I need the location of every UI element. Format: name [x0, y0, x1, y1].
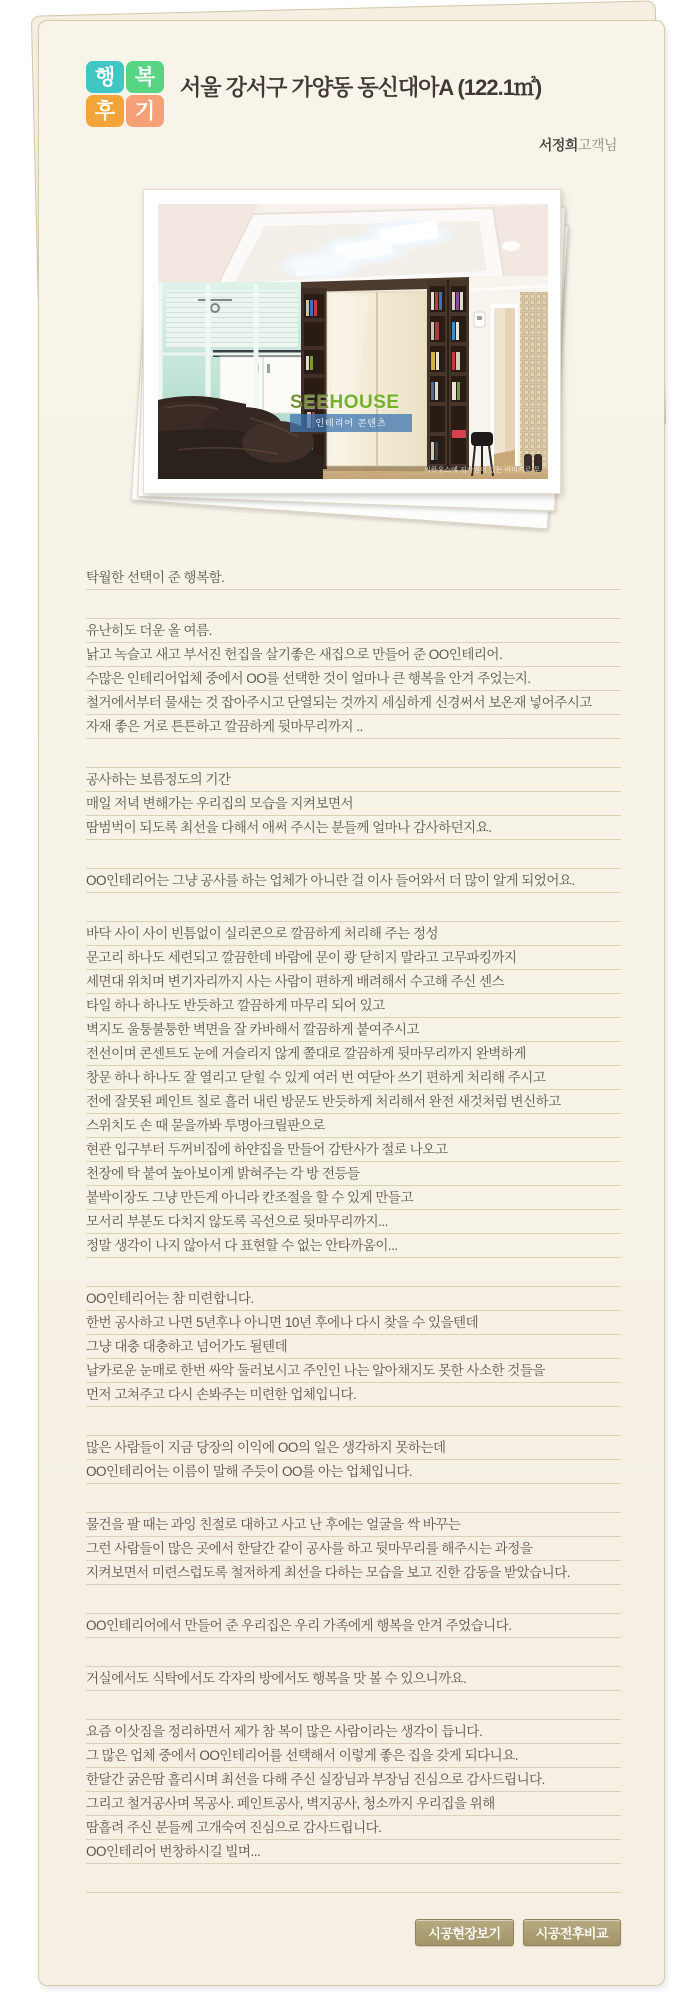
logo-block-haeng: 행: [86, 61, 124, 93]
review-line: 많은 사람들이 지금 당장의 이익에 OO의 일은 생각하지 못하는데: [86, 1436, 621, 1460]
customer-honorific: 고객님: [577, 137, 617, 153]
review-line: 세면대 위치며 변기자리까지 사는 사람이 편하게 배려해서 수고해 주신 센스: [86, 970, 621, 994]
review-line: 그리고 철거공사며 목공사. 페인트공사, 벽지공사, 청소까지 우리집을 위해: [86, 1792, 621, 1816]
review-line: 자재 좋은 거로 튼튼하고 깔끔하게 뒷마무리까지 ..: [86, 715, 621, 739]
photo-copyright: 씨하우스에 저작권이 있는 이미지로 무: [424, 467, 540, 474]
watermark-see-text: SEE: [290, 392, 330, 413]
review-line: 물건을 팔 때는 과잉 친절로 대하고 사고 난 후에는 얼굴을 싹 바꾸는: [86, 1513, 621, 1537]
review-blank-line: [86, 1585, 621, 1614]
review-card: [38, 20, 665, 1986]
review-line: 현관 입구부터 두꺼비집에 하얀집을 만들어 감탄사가 절로 나오고: [86, 1138, 621, 1162]
happy-review-logo: [86, 61, 166, 129]
before-after-compare-button[interactable]: 시공전후비교: [523, 1919, 621, 1946]
review-line: 땀흘려 주신 분들께 고개숙여 진심으로 감사드립니다.: [86, 1816, 621, 1840]
review-blank-line: [86, 590, 621, 619]
watermark-subtitle: 인테리어 콘텐츠: [290, 414, 412, 432]
review-line: 한달간 굵은땀 흘리시며 최선을 다해 주신 실장님과 부장님 진심으로 감사드립니다.: [86, 1768, 621, 1792]
review-line: 창문 하나 하나도 잘 열리고 닫힐 수 있게 여러 번 여닫아 쓰기 편하게 처리해 주시고: [86, 1066, 621, 1090]
review-line: 스위치도 손 때 묻을까봐 투명아크릴판으로: [86, 1114, 621, 1138]
review-line: 정말 생각이 나지 않아서 다 표현할 수 없는 안타까움이...: [86, 1234, 621, 1258]
review-blank-line: [86, 840, 621, 869]
review-line: 그 많은 업체 중에서 OO인테리어를 선택해서 이렇게 좋은 집을 갖게 되다니요.: [86, 1744, 621, 1768]
review-blank-line: [86, 1638, 621, 1667]
review-line: 한번 공사하고 나면 5년후나 아니면 10년 후에나 다시 찾을 수 있을텐데: [86, 1311, 621, 1335]
review-line: 거실에서도 식탁에서도 각자의 방에서도 행복을 맛 볼 수 있으니까요.: [86, 1667, 621, 1691]
review-line: 날카로운 눈매로 한번 싸악 둘러보시고 주인인 나는 알아채지도 못한 사소한 것들을: [86, 1359, 621, 1383]
review-line: 천장에 탁 붙여 높아보이게 밝혀주는 각 방 전등들: [86, 1162, 621, 1186]
logo-block-bok: 복: [126, 61, 164, 93]
review-line: OO인테리어에서 만들어 준 우리집은 우리 가족에게 행복을 안겨 주었습니다.: [86, 1614, 621, 1638]
review-line: OO인테리어는 참 미련합니다.: [86, 1287, 621, 1311]
review-line: 지켜보면서 미련스럽도록 철저하게 최선을 다하는 모습을 보고 진한 감동을 받았습니다.: [86, 1561, 621, 1585]
review-line: OO인테리어는 이름이 말해 주듯이 OO를 아는 업체입니다.: [86, 1460, 621, 1484]
customer-name-text: 서정희: [538, 137, 578, 153]
review-line: 탁월한 선택이 준 행복함.: [86, 566, 621, 590]
review-line: 땀범벅이 되도록 최선을 다해서 애써 주시는 분들께 얼마나 감사하던지요.: [86, 816, 621, 840]
review-line: 수많은 인테리어업체 중에서 OO를 선택한 것이 얼마나 큰 행복을 안겨 주었는지.: [86, 667, 621, 691]
review-line: 전선이며 콘센트도 눈에 거슬리지 않게 쫄대로 깔끔하게 뒷마무리까지 완벽하게: [86, 1042, 621, 1066]
review-line: 유난히도 더운 올 여름.: [86, 619, 621, 643]
review-blank-line: [86, 893, 621, 922]
header: [86, 59, 619, 161]
review-blank-line: [86, 1864, 621, 1893]
review-blank-line: [86, 1407, 621, 1436]
review-line: 그냥 대충 대충하고 넘어가도 될텐데: [86, 1335, 621, 1359]
review-line: 그런 사람들이 많은 곳에서 한달간 같이 공사를 하고 뒷마무리를 해주시는 과정을: [86, 1537, 621, 1561]
watermark-house-text: HOUSE: [329, 392, 400, 413]
review-blank-line: [86, 1484, 621, 1513]
review-text: [86, 566, 621, 1893]
review-line: 벽지도 울퉁불퉁한 벽면을 잘 카바해서 깔끔하게 붙여주시고: [86, 1018, 621, 1042]
review-blank-line: [86, 1258, 621, 1287]
review-line: 타일 하나 하나도 반듯하고 깔끔하게 마무리 되어 있고: [86, 994, 621, 1018]
photo-frame: [143, 189, 561, 494]
logo-block-hu: 후: [86, 95, 124, 127]
review-line: 전에 잘못된 페인트 칠로 흘러 내린 방문도 반듯하게 처리해서 완전 새것처럼 변신하고: [86, 1090, 621, 1114]
review-line: 바닥 사이 사이 빈틈없이 실리콘으로 깔끔하게 처리해 주는 정성: [86, 922, 621, 946]
review-line: 낡고 녹슬고 새고 부서진 헌집을 살기좋은 새집으로 만들어 준 OO인테리어.: [86, 643, 621, 667]
interior-photo: [158, 204, 548, 479]
review-blank-line: [86, 1691, 621, 1720]
review-line: 철거에서부터 물새는 것 잡아주시고 단열되는 것까지 세심하게 신경써서 보온재 넣어주시고: [86, 691, 621, 715]
seehouse-wordmark: [290, 392, 460, 412]
seehouse-logo-icon: [416, 382, 444, 416]
customer-name: [539, 135, 617, 155]
photo-stack: [143, 189, 561, 494]
review-line: 요즘 이삿짐을 정리하면서 제가 참 복이 많은 사람이라는 생각이 듭니다.: [86, 1720, 621, 1744]
review-line: OO인테리어 번창하시길 빌며...: [86, 1840, 621, 1864]
review-line: 모서리 부분도 다치지 않도록 곡선으로 뒷마무리까지...: [86, 1210, 621, 1234]
seehouse-watermark: [290, 392, 460, 432]
review-line: OO인테리어는 그냥 공사를 하는 업체가 아니란 걸 이사 들어와서 더 많이 알게 되었어요.: [86, 869, 621, 893]
review-line: 붙박이장도 그냥 만든게 아니라 칸조절을 할 수 있게 만들고: [86, 1186, 621, 1210]
logo-block-gi: 기: [126, 95, 164, 127]
page-title: 서울 강서구 가양동 동신대아A (122.1㎡): [180, 75, 542, 100]
review-blank-line: [86, 739, 621, 768]
review-line: 공사하는 보름정도의 기간: [86, 768, 621, 792]
review-line: 매일 저녁 변해가는 우리집의 모습을 지켜보면서: [86, 792, 621, 816]
view-construction-site-button[interactable]: 시공현장보기: [415, 1919, 513, 1946]
review-line: 문고리 하나도 세련되고 깔끔한데 바람에 문이 쾅 닫히지 말라고 고무파킹까지: [86, 946, 621, 970]
review-line: 먼저 고쳐주고 다시 손봐주는 미련한 업체입니다.: [86, 1383, 621, 1407]
footer-buttons: [86, 1919, 621, 1946]
